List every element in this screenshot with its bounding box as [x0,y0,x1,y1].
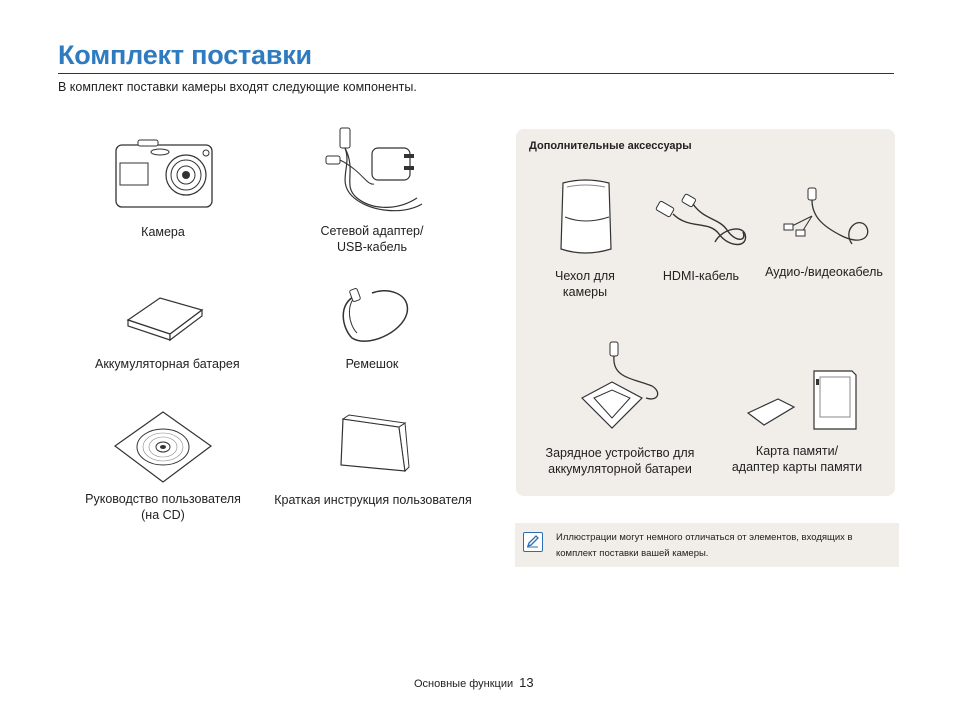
item-adapter [302,126,442,255]
adapter-caption-line1: Сетевой адаптер/ [320,224,424,238]
strap-caption: Ремешок [345,357,399,371]
item-charger [535,338,705,477]
page-footer [414,675,534,690]
note-text: Иллюстрации могут немного отличаться от элементов, входящих в комплект поставки вашей камеры. [556,532,853,559]
case-illustration [553,177,617,257]
item-case [545,177,625,300]
accessories-title: Дополнительные аксессуары [529,140,692,152]
item-quick-guide [268,413,478,508]
booklet-illustration [333,413,413,477]
item-av-cable [760,186,888,280]
case-caption-line2: камеры [562,285,608,299]
item-manual-cd [83,410,243,523]
page-number: 13 [519,675,534,690]
item-memory-card [722,365,872,475]
item-hdmi [642,190,760,284]
manual-cd-caption-line1: Руководство пользователя [85,492,241,506]
camera-illustration [108,135,218,215]
item-camera [103,135,223,240]
strap-illustration [327,283,417,347]
memory-card-caption-line1: Карта памяти/ [755,444,839,458]
battery-caption: Аккумуляторная батарея [95,357,240,371]
adapter-caption-line2: USB-кабель [337,240,407,254]
intro-text: В комплект поставки камеры входят следующие компоненты. [58,80,417,94]
page-title: Комплект поставки [58,40,312,70]
charger-caption-line2: аккумуляторной батареи [548,462,692,476]
cd-illustration [113,410,213,486]
pencil-note-icon [523,532,543,552]
manual-cd-caption-line2: (на CD) [141,508,185,522]
memory-card-illustration [732,365,862,435]
charger-illustration [572,338,668,434]
av-cable-illustration [772,186,876,258]
hdmi-cable-illustration [649,190,753,258]
hdmi-caption: HDMI-кабель [662,269,740,283]
charger-caption-line1: Зарядное устройство для [545,446,695,460]
adapter-illustration [312,126,432,220]
camera-caption: Камера [141,225,185,239]
quick-guide-caption: Краткая инструкция пользователя [274,493,472,507]
footer-section: Основные функции [414,678,514,690]
item-strap [312,283,432,372]
memory-card-caption-line2: адаптер карты памяти [731,460,863,474]
battery-illustration [120,292,210,342]
case-caption-line1: Чехол для [555,269,615,283]
av-caption: Аудио-/видеокабель [765,265,883,279]
item-battery [95,292,240,372]
title-divider [58,73,894,74]
